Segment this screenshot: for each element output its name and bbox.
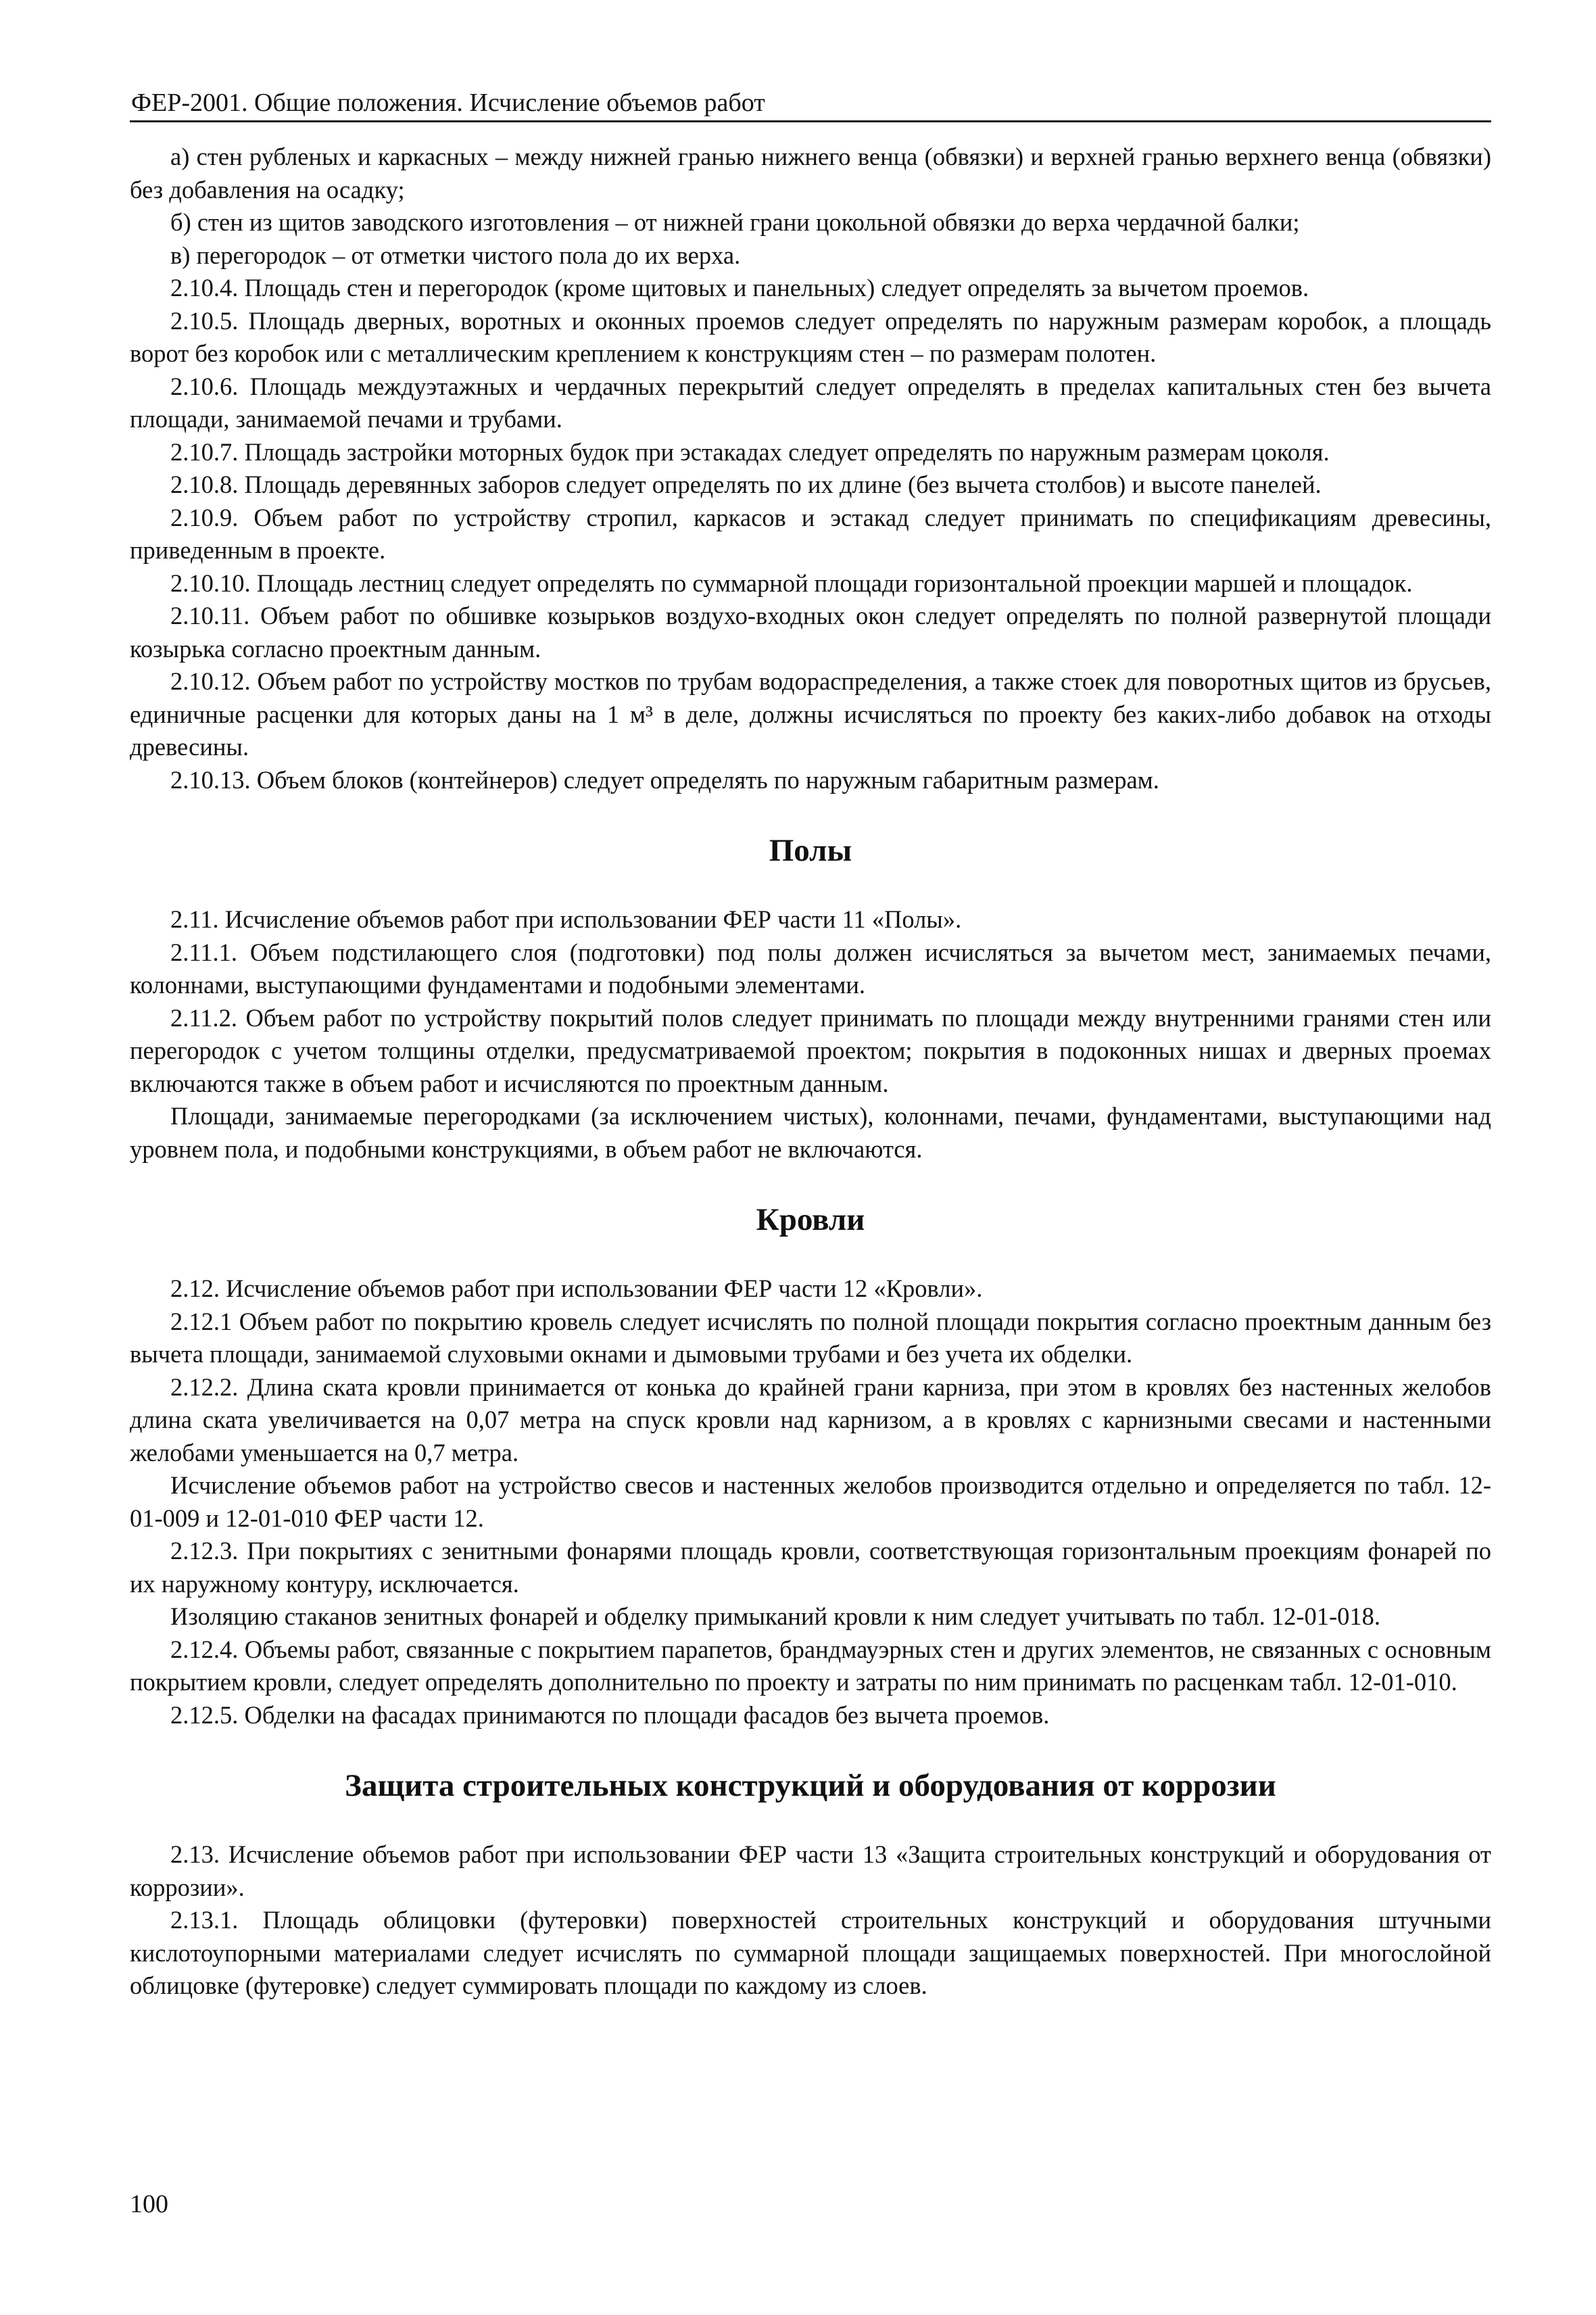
- paragraph: 2.12.5. Обделки на фасадах принимаются по площади фасадов без вычета проемов.: [170, 1700, 1050, 1729]
- running-header: [130, 82, 1491, 122]
- paragraph: б) стен из щитов заводского изготовления – от нижней грани цокольной обвязки до верха чердачной балки;: [170, 208, 1300, 236]
- paragraph: 2.10.6. Площадь междуэтажных и чердачных перекрытий следует определять в пределах капитальных стен без вычета площади, занимаемой печами и трубами.: [130, 372, 1491, 433]
- paragraph: Изоляцию стаканов зенитных фонарей и обделку примыканий кровли к ним следует учитывать по табл. 12-01-018.: [170, 1602, 1381, 1630]
- paragraph: 2.11.2. Объем работ по устройству покрытий полов следует принимать по площади между внутренними гранями стен или перегородок с учетом толщины отделки, предусматриваемой проектом; покрытия в подоконных нишах и дверных проемах включаются также в объем работ и исчисляются по проектным данным.: [130, 1003, 1491, 1097]
- paragraph: 2.12.3. При покрытиях с зенитными фонарями площадь кровли, соответствующая горизонтальным проекциям фонарей по их наружному контуру, исключается.: [130, 1537, 1491, 1598]
- paragraph: а) стен рубленых и каркасных – между нижней гранью нижнего венца (обвязки) и верхней гранью верхнего венца (обвязки) без добавления на осадку;: [130, 143, 1491, 204]
- paragraph: в) перегородок – от отметки чистого пола до их верха.: [170, 241, 741, 269]
- header-title: ФЕР-2001. Общие положения. Исчисление объемов работ: [131, 89, 765, 117]
- paragraph: 2.10.10. Площадь лестниц следует определять по суммарной площади горизонтальной проекции маршей и площадок.: [170, 569, 1413, 597]
- paragraph: 2.13. Исчисление объемов работ при использовании ФЕР части 13 «Защита строительных конструкций и оборудования от коррозии».: [130, 1840, 1491, 1901]
- paragraph: 2.12.1 Объем работ по покрытию кровель следует исчислять по полной площади покрытия согласно проектным данным без вычета площади, занимаемой слуховыми окнами и дымовыми трубами и без учета их обделки.: [130, 1307, 1491, 1368]
- paragraph: 2.12.2. Длина ската кровли принимается от конька до крайней грани карниза, при этом в кровлях без настенных желобов длина ската увеличивается на 0,07 метра на спуск кровли над карнизом, а в кровлях с карнизными свесами и настенными желобами уменьшается на 0,7 метра.: [130, 1373, 1491, 1466]
- paragraph: 2.12.4. Объемы работ, связанные с покрытием парапетов, брандмауэрных стен и других элементов, не связанных с основным покрытием кровли, следует определять дополнительно по проекту и затраты по ним принимать по расценкам табл. 12-01-010.: [130, 1635, 1491, 1696]
- paragraph: 2.10.9. Объем работ по устройству стропил, каркасов и эстакад следует принимать по спецификациям древесины, приведенным в проекте.: [130, 503, 1491, 564]
- document-body: [130, 141, 1491, 2003]
- paragraph: 2.10.12. Объем работ по устройству мостков по трубам водораспределения, а также стоек для поворотных щитов из брусьев, единичные расценки для которых даны на 1 м³ в деле, должны исчисляться по проекту без каких-либо добавок на отходы древесины.: [130, 667, 1491, 761]
- paragraph: 2.13.1. Площадь облицовки (футеровки) поверхностей строительных конструкций и оборудования штучными кислотоупорными материалами следует исчислять по суммарной площади защищаемых поверхностей. При многослойной облицовке (футеровке) следует суммировать площади по каждому из слоев.: [130, 1906, 1491, 1999]
- section-floors: [130, 832, 1491, 1166]
- section-walls: [130, 141, 1491, 796]
- paragraph: 2.11.1. Объем подстилающего слоя (подготовки) под полы должен исчисляться за вычетом мест, занимаемых печами, колоннами, выступающими фундаментами и подобными элементами.: [130, 938, 1491, 999]
- paragraph: 2.10.4. Площадь стен и перегородок (кроме щитовых и панельных) следует определять за вычетом проемов.: [170, 274, 1309, 302]
- paragraph: 2.10.5. Площадь дверных, воротных и оконных проемов следует определять по наружным размерам коробок, а площадь ворот без коробок или с металлическим креплением к конструкциям стен – по размерам полотен.: [130, 306, 1491, 367]
- paragraph: Площади, занимаемые перегородками (за исключением чистых), колоннами, печами, фундаментами, выступающими над уровнем пола, и подобными конструкциями, в объем работ не включаются.: [130, 1102, 1491, 1163]
- section-heading: Кровли: [756, 1202, 865, 1237]
- paragraph: 2.10.8. Площадь деревянных заборов следует определять по их длине (без вычета столбов) и высоте панелей.: [170, 471, 1322, 498]
- section-roofs: [130, 1201, 1491, 1732]
- section-corrosion: [130, 1767, 1491, 2003]
- paragraph: Исчисление объемов работ на устройство свесов и настенных желобов производится отдельно и определяется по табл. 12-01-009 и 12-01-010 ФЕР части 12.: [130, 1471, 1491, 1532]
- section-heading: Защита строительных конструкций и оборудования от коррозии: [345, 1768, 1276, 1803]
- paragraph: 2.10.7. Площадь застройки моторных будок при эстакадах следует определять по наружным размерам цоколя.: [170, 437, 1330, 466]
- section-heading: Полы: [769, 833, 852, 868]
- page-number: 100: [130, 2190, 168, 2218]
- paragraph: 2.11. Исчисление объемов работ при использовании ФЕР части 11 «Полы».: [170, 905, 962, 933]
- paragraph: 2.10.13. Объем блоков (контейнеров) следует определять по наружным габаритным размерам.: [170, 765, 1159, 794]
- paragraph: 2.10.11. Объем работ по обшивке козырьков воздухо-входных окон следует определять по полной развернутой площади козырька согласно проектным данным.: [130, 602, 1491, 663]
- paragraph: 2.12. Исчисление объемов работ при использовании ФЕР части 12 «Кровли».: [170, 1274, 983, 1302]
